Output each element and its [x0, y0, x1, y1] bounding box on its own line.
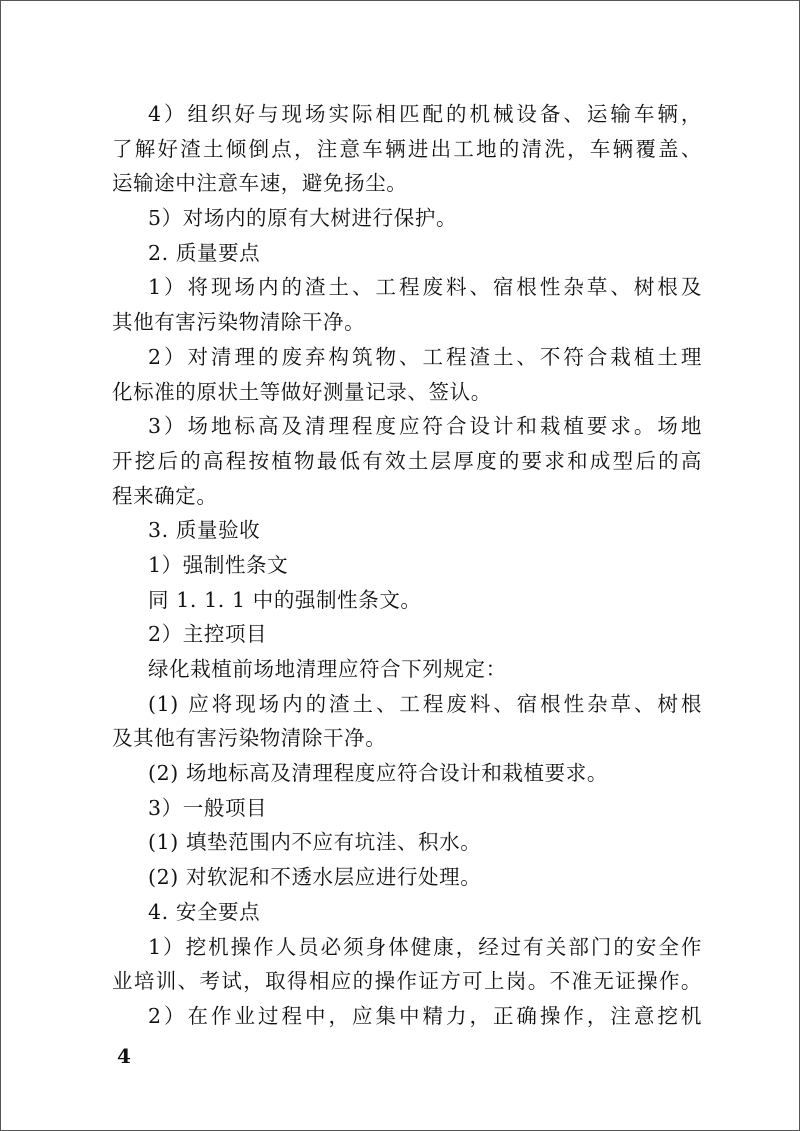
text-line: 3）场地标高及清理程度应符合设计和栽植要求。场地 [148, 414, 702, 439]
text-line: 开挖后的高程按植物最低有效土层厚度的要求和成型后的高 [112, 448, 702, 473]
text-line: 1）挖机操作人员必须身体健康，经过有关部门的安全作 [148, 934, 702, 959]
text-line: (2) 场地标高及清理程度应符合设计和栽植要求。 [148, 761, 608, 786]
text-line: 2）在作业过程中，应集中精力，正确操作，注意挖机 [148, 1003, 702, 1028]
text-line: 1）强制性条文 [148, 552, 289, 577]
text-line: 运输途中注意车速，避免扬尘。 [112, 171, 408, 196]
text-line: 业培训、考试，取得相应的操作证方可上岗。不准无证操作。 [112, 969, 702, 994]
text-line: 了解好渣土倾倒点，注意车辆进出工地的清洗，车辆覆盖、 [112, 136, 702, 161]
text-line: 及其他有害污染物清除干净。 [112, 726, 387, 751]
text-line: 3）一般项目 [148, 795, 268, 820]
text-line: 化标准的原状土等做好测量记录、签认。 [112, 379, 492, 404]
text-line: (1) 应将现场内的渣土、工程废料、宿根性杂草、树根 [148, 691, 702, 716]
text-line: 4）组织好与现场实际相匹配的机械设备、运输车辆， [148, 102, 702, 126]
text-line: 2. 质量要点 [148, 240, 261, 265]
text-line: 1）将现场内的渣土、工程废料、宿根性杂草、树根及 [148, 275, 702, 300]
text-line: (1) 填垫范围内不应有坑洼、积水。 [148, 830, 482, 855]
text-line: 程来确定。 [112, 483, 218, 508]
document-body [112, 97, 702, 1034]
text-line: (2) 对软泥和不透水层应进行处理。 [148, 865, 482, 890]
text-line: 2）主控项目 [148, 622, 268, 647]
text-line: 绿化栽植前场地清理应符合下列规定： [148, 657, 507, 681]
text-line: 其他有害污染物清除干净。 [112, 310, 366, 335]
text-line: 3. 质量验收 [148, 518, 261, 543]
text-line: 2）对清理的废弃构筑物、工程渣土、不符合栽植土理 [148, 344, 702, 369]
text-line: 5）对场内的原有大树进行保护。 [148, 206, 458, 231]
page-number: 4 [117, 1044, 131, 1068]
text-line: 4. 安全要点 [148, 899, 261, 924]
text-line: 同 1. 1. 1 中的强制性条文。 [148, 587, 422, 612]
